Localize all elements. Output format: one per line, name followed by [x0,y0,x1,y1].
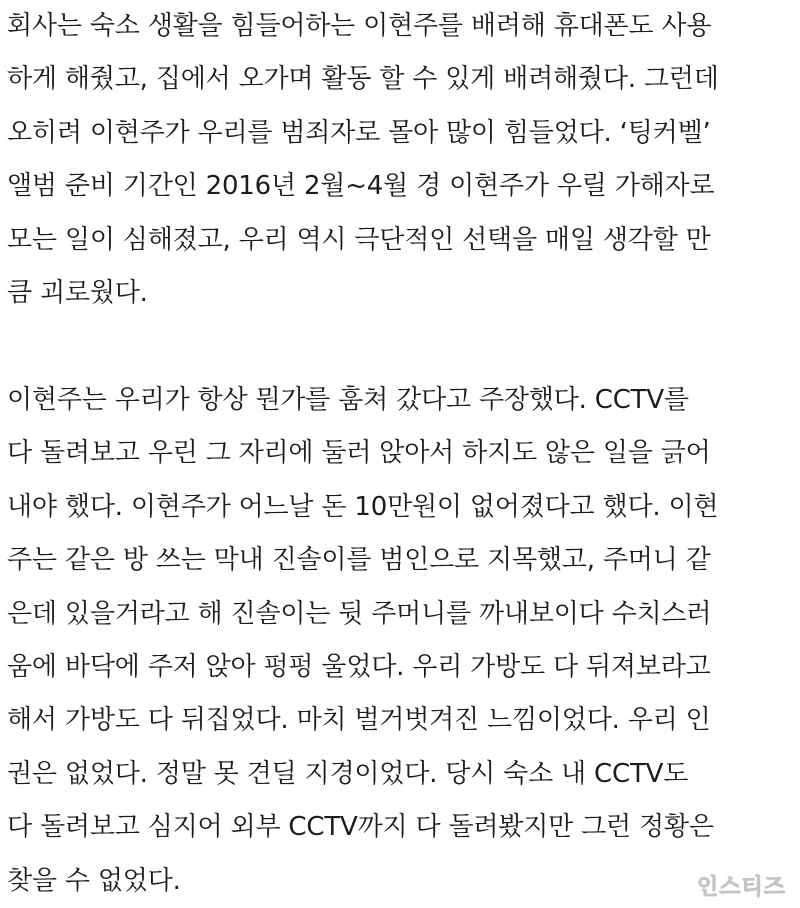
text-line: 주는 같은 방 쓰는 막내 진솔이를 범인으로 지목했고, 주머니 같 [7,545,711,576]
text-line: 움에 바닥에 주저 앉아 펑펑 울었다. 우리 가방도 다 뒤져보라고 [7,651,711,682]
site-watermark: 인스티즈 [696,875,786,900]
text-line: 다 돌려보고 우린 그 자리에 둘러 앉아서 하지도 않은 일을 긁어 [7,438,711,469]
text-line: 이현주는 우리가 항상 뭔가를 훔쳐 갔다고 주장했다. CCTV를 [7,385,689,415]
paragraph-1 [7,0,797,320]
text-line: 회사는 숙소 생활을 힘들어하는 이현주를 배려해 휴대폰도 사용 [7,11,712,41]
text-line: 앨범 준비 기간인 2016년 2월~4월 경 이현주가 우릴 가해자로 [7,171,715,202]
text-line: 찾을 수 없었다. [7,865,181,896]
text-line: 해서 가방도 다 뒤집었다. 마치 벌거벗겨진 느낌이었다. 우리 인 [7,705,711,736]
text-line: 은데 있을거라고 해 진솔이는 뒷 주머니를 까내보이다 수치스러 [7,598,712,629]
text-line: 권은 없었다. 정말 못 견딜 지경이었다. 당시 숙소 내 CCTV도 [7,758,689,789]
text-line: 오히려 이현주가 우리를 범죄자로 몰아 많이 힘들었다. ‘팅커벨’ [7,117,711,148]
text-line: 내야 했다. 이현주가 어느날 돈 10만원이 없어졌다고 했다. 이현 [7,491,719,522]
paragraph-2 [7,374,797,908]
text-line: 하게 해줬고, 집에서 오가며 활동 할 수 있게 배려해줬다. 그런데 [7,64,719,95]
text-line: 큼 괴로웠다. [7,277,148,308]
text-line: 모는 일이 심해졌고, 우리 역시 극단적인 선택을 매일 생각할 만 [7,224,711,255]
text-line: 다 돌려보고 심지어 외부 CCTV까지 다 돌려봤지만 그런 정황은 [7,812,714,843]
